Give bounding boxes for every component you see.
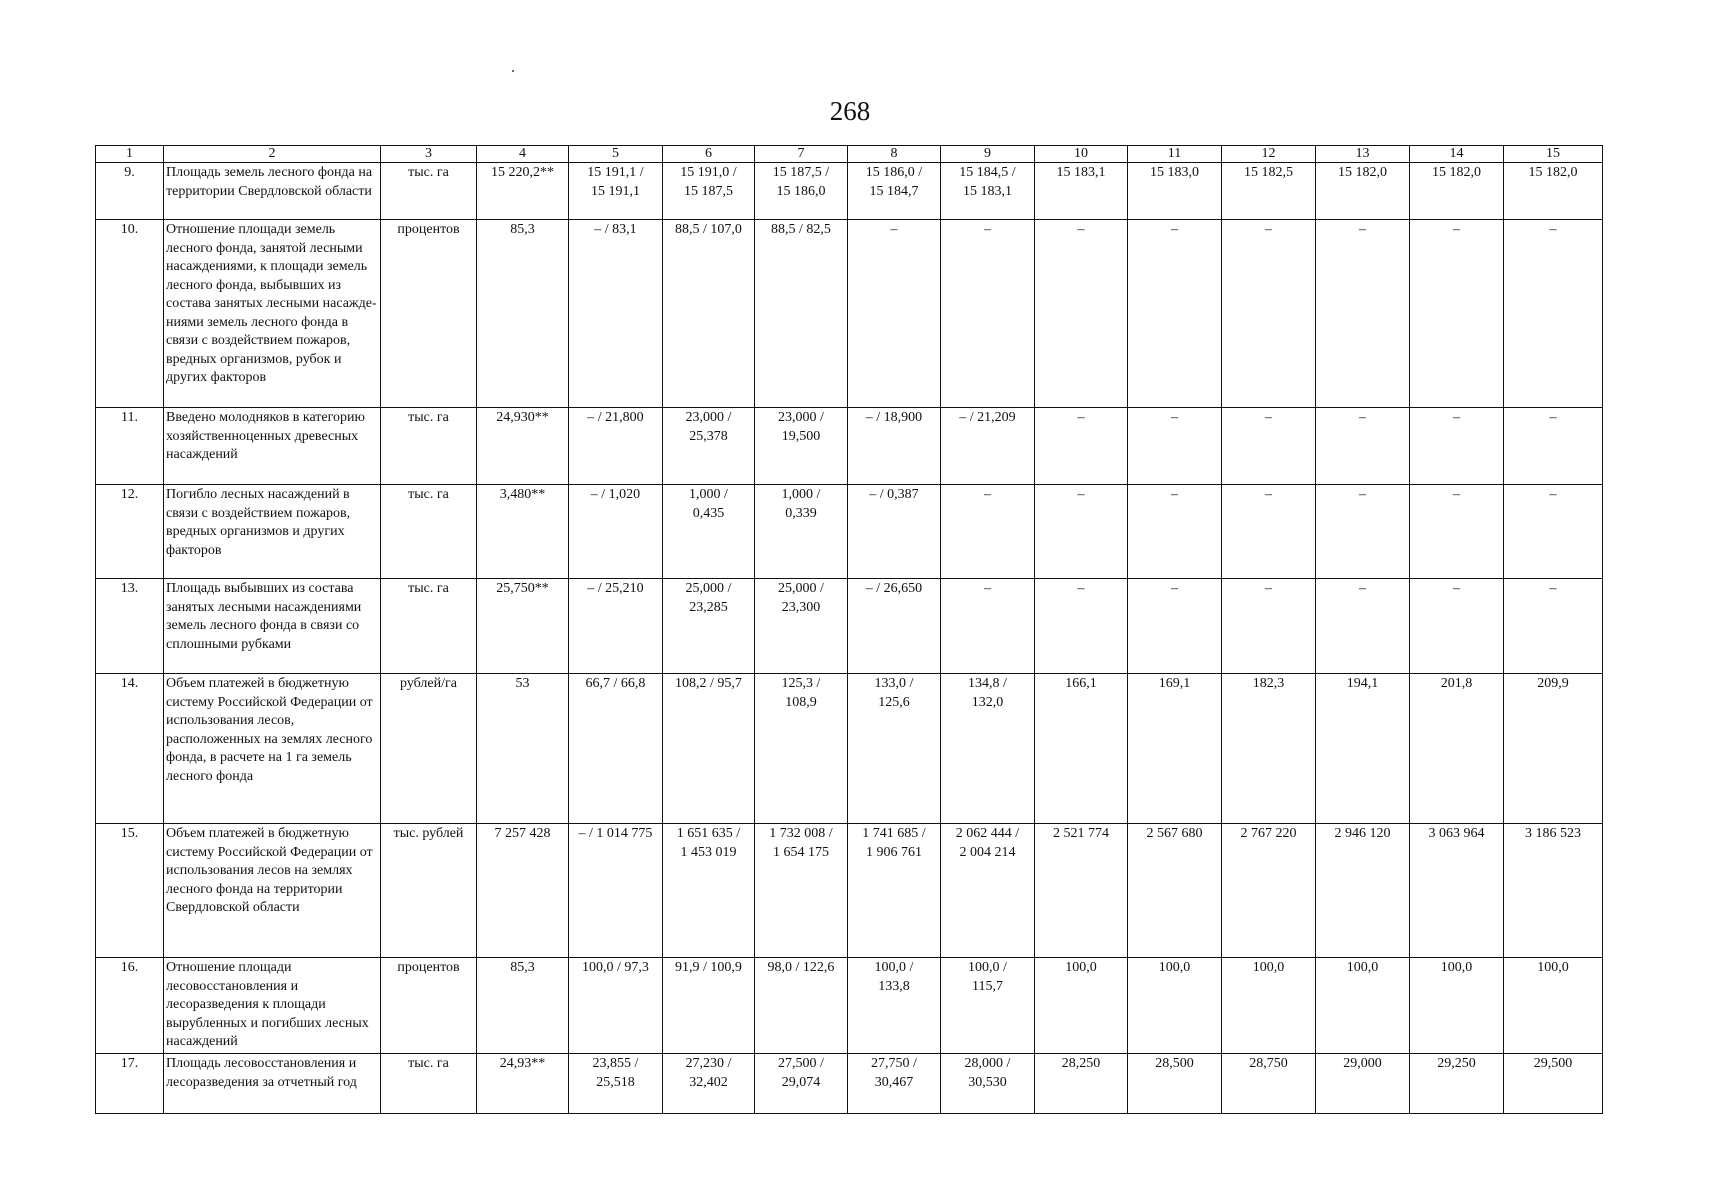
value-cell [1410,408,1504,485]
column-number: 6 [663,146,755,163]
value-line-1: 15 183,1 [1056,165,1106,180]
value-cell [1410,579,1504,674]
value-line-1: 2 767 220 [1240,826,1297,841]
column-number: 8 [848,146,941,163]
value-line-1: – [1453,487,1460,502]
column-number: 11 [1128,146,1222,163]
unit-cell: тыс. рублей [381,824,477,958]
value-cell [1222,579,1316,674]
value-line-1: 134,8 / [968,676,1007,691]
value-line-1: 169,1 [1158,676,1191,691]
indicators-table [95,145,1603,1114]
value-cell [755,824,848,958]
value-cell [1316,958,1410,1054]
value-cell [848,579,941,674]
value-line-1: 100,0 [1065,960,1097,975]
value-line-1: 23,000 / [685,410,732,425]
value-cell [1316,1054,1410,1114]
value-cell [663,579,755,674]
value-line-1: – / 0,387 [869,487,919,502]
unit-cell: процентов [381,220,477,408]
value-line-1: 3 063 964 [1428,826,1485,841]
value-line-1: 201,8 [1440,676,1473,691]
value-line-1: – [1359,581,1366,596]
row-number: 17. [96,1054,164,1114]
value-line-1: – [1549,487,1557,502]
column-number: 4 [477,146,569,163]
value-cell [1410,485,1504,579]
value-line-1: – [1359,222,1366,237]
value-line-1: 125,3 / [781,676,821,691]
value-line-2: 30,530 [968,1074,1007,1090]
value-line-1: 15 182,5 [1244,165,1293,180]
value-line-1: – [1549,581,1557,596]
value-cell [941,958,1035,1054]
value-cell [1035,408,1128,485]
row-number: 16. [96,958,164,1054]
value-cell [1128,1054,1222,1114]
column-number: 3 [381,146,477,163]
value-cell [1035,824,1128,958]
value-cell [1128,824,1222,958]
value-line-1: 100,0 / 97,3 [582,960,649,975]
indicator-name: Отношение площади земель лесного фонда, занятой лесными насаждениями, к площади земель лесного фонда, выбывших из состава занятых лесными насаждениями земель лесного фонда в связи с воздействием пожаров, вредных организмов, рубок и других факторов [164,220,381,408]
value-cell [1222,408,1316,485]
value-cell [941,674,1035,824]
value-line-2: 0,339 [785,505,817,521]
value-line-1: – [1549,222,1557,237]
value-line-2: 132,0 [971,694,1004,710]
value-cell [477,485,569,579]
value-line-1: 28,000 / [964,1056,1011,1071]
column-number: 13 [1316,146,1410,163]
page-number: 268 [829,96,871,126]
value-cell [1222,220,1316,408]
indicator-name: Площадь земель лесного фонда на территории Свердловской области [164,163,381,220]
value-cell [1035,674,1128,824]
value-cell [941,824,1035,958]
value-cell [1316,408,1410,485]
value-cell [941,1054,1035,1114]
value-line-1: – [1265,410,1272,425]
value-cell [1222,824,1316,958]
column-number: 2 [164,146,381,163]
value-cell [569,163,663,220]
value-cell [1410,1054,1504,1114]
value-line-1: – / 25,210 [587,581,644,596]
value-line-2: 29,074 [781,1074,821,1090]
table-row [96,220,1603,408]
value-line-2: 2 004 214 [959,844,1016,860]
value-cell [848,163,941,220]
value-line-1: 166,1 [1065,676,1097,691]
value-cell [1410,958,1504,1054]
value-line-1: 66,7 / 66,8 [585,676,646,691]
value-cell [755,408,848,485]
table-row [96,408,1603,485]
value-line-1: 1 741 685 / [862,826,926,841]
value-line-1: – [1265,581,1272,596]
value-line-1: 209,9 [1537,676,1569,691]
column-number-row [96,146,1603,163]
value-line-1: – [1077,581,1085,596]
value-line-1: 100,0 / [874,960,914,975]
value-cell [663,163,755,220]
value-line-1: – / 21,800 [587,410,644,425]
value-cell [663,1054,755,1114]
value-cell [1222,674,1316,824]
value-line-2: 25,378 [689,428,728,444]
column-number: 10 [1035,146,1128,163]
value-line-1: 2 521 774 [1053,826,1109,841]
row-number: 10. [96,220,164,408]
value-line-1: 3 186 523 [1525,826,1581,841]
value-line-2: 23,300 [781,599,821,615]
value-cell [569,674,663,824]
unit-cell: тыс. га [381,485,477,579]
value-line-1: 23,855 / [592,1056,639,1071]
value-line-1: 24,93** [499,1056,546,1071]
value-line-1: – [984,222,991,237]
value-cell [941,163,1035,220]
value-cell [477,674,569,824]
value-cell [477,1054,569,1114]
value-line-1: – / 83,1 [594,222,637,237]
value-line-1: 88,5 / 107,0 [675,222,742,237]
value-cell [1128,579,1222,674]
value-cell [663,958,755,1054]
value-line-1: 15 183,0 [1150,165,1199,180]
value-line-1: 1 732 008 / [769,826,833,841]
value-cell [1128,485,1222,579]
table-row [96,824,1603,958]
column-number: 12 [1222,146,1316,163]
value-cell [477,163,569,220]
value-cell [755,958,848,1054]
value-line-1: – [1171,410,1178,425]
value-cell [755,579,848,674]
value-line-1: 15 220,2** [491,165,554,180]
value-cell [477,824,569,958]
value-cell [1316,579,1410,674]
value-line-1: – / 1 014 775 [578,826,653,841]
value-line-2: 133,8 [878,978,910,994]
value-cell [1035,220,1128,408]
value-line-1: 15 191,1 / [587,165,644,180]
value-cell [1128,163,1222,220]
indicator-name: Погибло лесных насаждений в связи с воздействием пожаров, вредных организмов и других факторов [164,485,381,579]
value-cell [477,958,569,1054]
value-line-1: 28,250 [1061,1056,1101,1071]
value-cell [755,485,848,579]
value-cell [941,220,1035,408]
value-cell [941,579,1035,674]
value-cell [1504,408,1603,485]
value-line-1: – [1077,222,1085,237]
column-number: 9 [941,146,1035,163]
value-line-1: 29,500 [1533,1056,1573,1071]
value-line-1: – [1171,487,1178,502]
unit-cell: тыс. га [381,579,477,674]
value-cell [1316,485,1410,579]
value-cell [1316,674,1410,824]
value-line-1: 108,2 / 95,7 [675,676,742,691]
value-cell [1504,485,1603,579]
value-line-1: 15 187,5 / [772,165,830,180]
row-number: 13. [96,579,164,674]
value-line-2: 19,500 [781,428,821,444]
table-row [96,579,1603,674]
value-line-1: 27,230 / [685,1056,732,1071]
value-cell [848,1054,941,1114]
row-number: 15. [96,824,164,958]
value-line-1: – [1453,581,1460,596]
value-line-1: – [1453,222,1460,237]
value-cell [1504,163,1603,220]
value-line-1: – [890,222,898,237]
value-line-1: 28,750 [1249,1056,1288,1071]
value-cell [477,408,569,485]
value-line-1: 100,0 / [968,960,1007,975]
value-line-1: 15 182,0 [1528,165,1578,180]
value-line-2: 115,7 [972,978,1003,994]
value-line-1: 15 184,5 / [959,165,1016,180]
value-line-1: 1,000 / [781,487,821,502]
value-cell [1316,824,1410,958]
value-cell [1504,1054,1603,1114]
value-cell [663,824,755,958]
value-line-1: 25,750** [496,581,549,596]
value-line-1: – [1359,410,1366,425]
value-line-1: – / 21,209 [959,410,1016,425]
value-line-2: 30,467 [874,1074,914,1090]
value-cell [1316,220,1410,408]
value-line-1: 100,0 [1252,960,1285,975]
value-line-2: 1 906 761 [866,844,922,860]
value-line-1: 3,480** [499,487,546,502]
value-cell [1128,958,1222,1054]
value-cell [1504,674,1603,824]
row-number: 12. [96,485,164,579]
value-line-1: – [1265,222,1272,237]
value-line-1: 100,0 [1537,960,1569,975]
value-line-1: 2 946 120 [1334,826,1391,841]
value-line-1: 98,0 / 122,6 [767,960,835,975]
value-line-1: – / 26,650 [865,581,923,596]
value-cell [569,408,663,485]
value-line-2: 15 191,1 [591,183,640,199]
value-line-1: – [1171,581,1178,596]
value-cell [941,485,1035,579]
value-line-1: 53 [515,676,530,691]
value-line-1: 7 257 428 [494,826,551,841]
value-line-1: 194,1 [1346,676,1379,691]
value-cell [1035,958,1128,1054]
value-line-1: 25,000 / [778,581,824,596]
value-line-1: 133,0 / [874,676,914,691]
value-cell [1316,163,1410,220]
value-line-2: 25,518 [596,1074,635,1090]
value-line-1: 88,5 / 82,5 [771,222,831,237]
value-cell [569,485,663,579]
value-cell [663,408,755,485]
column-number: 15 [1504,146,1603,163]
table-row [96,674,1603,824]
value-line-2: 15 183,1 [963,183,1012,199]
value-line-1: 29,250 [1437,1056,1476,1071]
unit-cell: рублей/га [381,674,477,824]
row-number: 14. [96,674,164,824]
indicator-name: Отношение площади лесовосстановления и лесоразведения к площади вырубленных и погибших лесных насаждений [164,958,381,1054]
row-number: 11. [96,408,164,485]
column-number: 7 [755,146,848,163]
value-line-1: – [984,487,991,502]
column-number: 14 [1410,146,1504,163]
unit-cell: тыс. га [381,1054,477,1114]
value-line-1: – / 18,900 [865,410,923,425]
value-line-1: 23,000 / [778,410,824,425]
value-line-1: 1 651 635 / [676,826,741,841]
value-cell [1410,220,1504,408]
value-cell [755,220,848,408]
value-line-1: 25,000 / [685,581,732,596]
unit-cell: процентов [381,958,477,1054]
indicator-name: Объем платежей в бюджетную систему Российской Федерации от использования лесов на землях лесного фонда на территории Свердловской области [164,824,381,958]
table-body [96,146,1603,1114]
value-cell [569,579,663,674]
value-cell [1128,408,1222,485]
value-cell [1035,163,1128,220]
value-cell [848,485,941,579]
indicator-name: Площадь выбывших из состава занятых лесными насаждениями земель лесного фонда в связи со сплошными рубками [164,579,381,674]
value-line-1: 100,0 [1158,960,1191,975]
column-number: 1 [96,146,164,163]
value-cell [1410,824,1504,958]
value-cell [941,408,1035,485]
value-line-1: 85,3 [510,222,535,237]
value-line-2: 15 184,7 [869,183,919,199]
column-number: 5 [569,146,663,163]
value-cell [569,1054,663,1114]
value-cell [663,485,755,579]
value-line-1: 15 191,0 / [680,165,737,180]
value-line-2: 1 453 019 [680,844,737,860]
row-number: 9. [96,163,164,220]
value-cell [663,674,755,824]
unit-cell: тыс. га [381,408,477,485]
value-cell [1035,579,1128,674]
value-line-1: 182,3 [1252,676,1285,691]
value-cell [755,674,848,824]
indicator-name: Площадь лесовосстановления и лесоразведения за отчетный год [164,1054,381,1114]
value-line-1: – [1359,487,1366,502]
value-cell [1222,163,1316,220]
table-row [96,1054,1603,1114]
value-cell [477,579,569,674]
value-cell [569,958,663,1054]
value-cell [848,220,941,408]
value-cell [1504,824,1603,958]
value-cell [1504,958,1603,1054]
value-line-1: 15 186,0 / [865,165,923,180]
value-line-2: 108,9 [785,694,817,710]
value-line-1: 100,0 [1440,960,1473,975]
table-row [96,958,1603,1054]
value-line-1: – / 1,020 [590,487,641,502]
value-line-1: – [1171,222,1178,237]
value-line-1: 91,9 / 100,9 [675,960,742,975]
table-row [96,163,1603,220]
value-line-1: – [984,581,991,596]
indicator-name: Объем платежей в бюджетную систему Российской Федерации от использования лесов, расположенных на землях лесного фонда, в расчете на 1 га земель лесного фонда [164,674,381,824]
value-line-1: 85,3 [510,960,535,975]
table-row [96,485,1603,579]
value-line-1: – [1077,410,1085,425]
value-line-1: 2 062 444 / [955,826,1020,841]
value-line-2: 1 654 175 [773,844,829,860]
scan-speck [512,70,514,72]
value-cell [1035,485,1128,579]
value-cell [569,220,663,408]
indicator-name: Введено молодняков в категорию хозяйственноценных древесных насаждений [164,408,381,485]
value-cell [1128,220,1222,408]
value-line-1: 15 182,0 [1432,165,1481,180]
value-cell [1504,579,1603,674]
value-cell [1035,1054,1128,1114]
value-line-1: 27,500 / [778,1056,824,1071]
value-line-1: – [1265,487,1272,502]
value-cell [1128,674,1222,824]
value-line-2: 0,435 [692,505,725,521]
value-cell [848,674,941,824]
value-line-2: 15 187,5 [684,183,733,199]
value-line-2: 125,6 [878,694,910,710]
value-cell [1222,958,1316,1054]
value-line-1: – [1549,410,1557,425]
value-cell [755,163,848,220]
value-line-1: 27,750 / [871,1056,917,1071]
value-line-1: 15 182,0 [1338,165,1387,180]
value-cell [1222,1054,1316,1114]
value-cell [477,220,569,408]
value-line-1: 1,000 / [689,487,728,502]
value-cell [848,958,941,1054]
value-cell [569,824,663,958]
value-cell [1410,163,1504,220]
value-cell [1504,220,1603,408]
value-cell [1222,485,1316,579]
value-line-1: – [1077,487,1085,502]
value-line-1: 28,500 [1155,1056,1194,1071]
unit-cell: тыс. га [381,163,477,220]
value-line-1: 29,000 [1343,1056,1382,1071]
value-line-2: 15 186,0 [776,183,826,199]
value-line-1: 2 567 680 [1146,826,1203,841]
value-cell [848,408,941,485]
value-line-1: 100,0 [1346,960,1379,975]
value-cell [848,824,941,958]
value-cell [663,220,755,408]
value-line-1: – [1453,410,1460,425]
value-cell [1410,674,1504,824]
value-line-2: 23,285 [689,599,728,615]
value-line-2: 32,402 [689,1074,728,1090]
value-cell [755,1054,848,1114]
value-line-1: 24,930** [496,410,549,425]
